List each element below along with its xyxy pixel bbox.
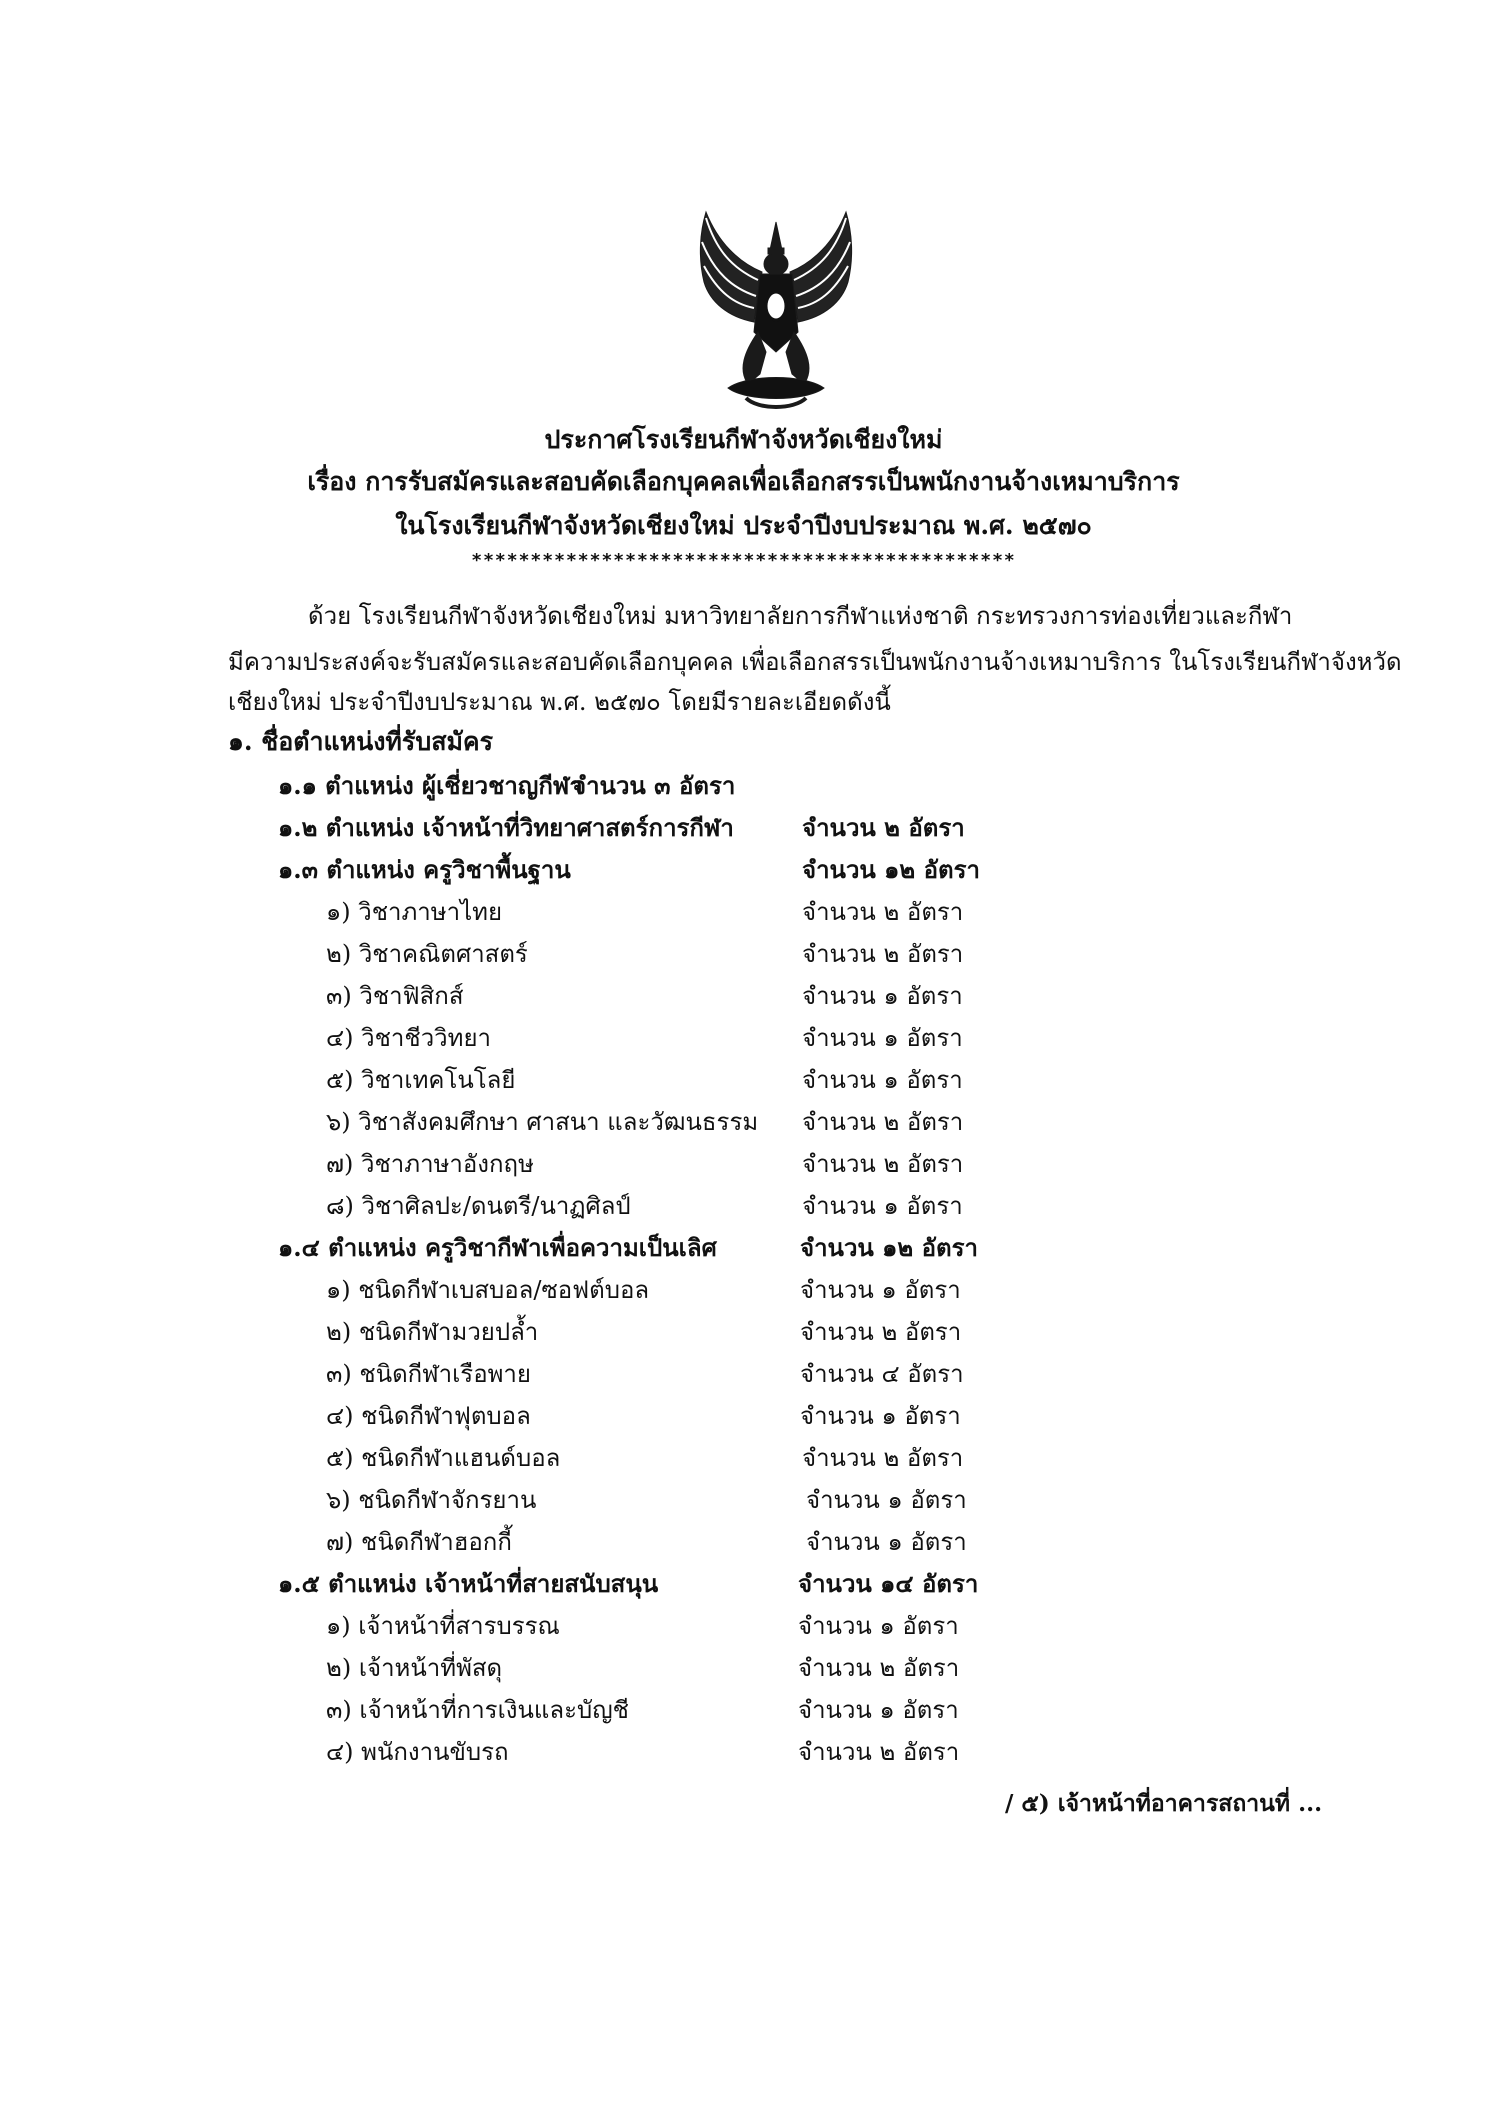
position-count: จำนวน ๑ อัตรา: [798, 1696, 959, 1724]
position-count: จำนวน ๒ อัตรา: [802, 1150, 964, 1178]
position-name: ๑.๕ ตำแหน่ง เจ้าหน้าที่สายสนับสนุน: [278, 1569, 659, 1598]
position-count: จำนวน ๒ อัตรา: [798, 1738, 960, 1766]
announcement-subject-line2: ในโรงเรียนกีฬาจังหวัดเชียงใหม่ ประจำปีงบประมาณ พ.ศ. ๒๕๗๐: [395, 511, 1092, 540]
position-name: ๔) ชนิดกีฬาฟุตบอล: [326, 1402, 531, 1430]
position-count: จำนวน ๒ อัตรา: [798, 1654, 960, 1682]
position-name: ๒) วิชาคณิตศาสตร์: [326, 940, 528, 968]
position-name: ๑) ชนิดกีฬาเบสบอล/ซอฟต์บอล: [326, 1276, 650, 1304]
position-count: จำนวน ๒ อัตรา: [802, 1108, 964, 1136]
separator-stars: **********************************************: [471, 550, 1016, 571]
garuda-emblem: [688, 202, 864, 414]
position-count: จำนวน ๑๒ อัตรา: [800, 1233, 978, 1262]
position-count: จำนวน ๑๒ อัตรา: [802, 855, 980, 884]
announcement-subject: เรื่อง การรับสมัครและสอบคัดเลือกบุคคลเพื่อเลือกสรรเป็นพนักงานจ้างเหมาบริการ: [307, 467, 1180, 496]
position-count: จำนวน ๑ อัตรา: [802, 982, 963, 1010]
position-count: จำนวน ๑ อัตรา: [806, 1528, 967, 1556]
position-name: ๒) เจ้าหน้าที่พัสดุ: [326, 1654, 503, 1682]
position-count: จำนวน ๑ อัตรา: [802, 1066, 963, 1094]
position-name: ๗) วิชาภาษาอังกฤษ: [326, 1150, 534, 1178]
intro-line-1: ด้วย โรงเรียนกีฬาจังหวัดเชียงใหม่ มหาวิทยาลัยการกีฬาแห่งชาติ กระทรวงการท่องเที่ยวและกีฬา: [308, 602, 1293, 630]
intro-line-2: มีความประสงค์จะรับสมัครและสอบคัดเลือกบุคคล เพื่อเลือกสรรเป็นพนักงานจ้างเหมาบริการ ในโรงเรียนกีฬาจังหวัด: [228, 648, 1402, 676]
position-name: ๑) วิชาภาษาไทย: [326, 898, 503, 926]
position-name: ๓) ชนิดกีฬาเรือพาย: [326, 1360, 531, 1388]
position-name: ๑.๓ ตำแหน่ง ครูวิชาพื้นฐาน: [278, 855, 571, 884]
position-name: ๓) เจ้าหน้าที่การเงินและบัญชี: [326, 1696, 629, 1724]
section-heading: ๑. ชื่อตำแหน่งที่รับสมัคร: [228, 727, 494, 756]
intro-line-3: เชียงใหม่ ประจำปีงบประมาณ พ.ศ. ๒๕๗๐ โดยมีรายละเอียดดังนี้: [228, 688, 891, 716]
position-name: ๑) เจ้าหน้าที่สารบรรณ: [326, 1612, 560, 1640]
position-name: ๖) วิชาสังคมศึกษา ศาสนา และวัฒนธรรม: [326, 1108, 759, 1136]
position-count: จำนวน ๒ อัตรา: [802, 1444, 964, 1472]
position-name: ๘) วิชาศิลปะ/ดนตรี/นาฏศิลป์: [326, 1192, 631, 1220]
position-count: จำนวน ๑๔ อัตรา: [798, 1569, 979, 1598]
position-name: ๕) วิชาเทคโนโลยี: [326, 1066, 516, 1094]
position-name: ๑.๔ ตำแหน่ง ครูวิชากีฬาเพื่อความเป็นเลิศ: [278, 1233, 717, 1262]
position-name: ๔) วิชาชีววิทยา: [326, 1024, 491, 1052]
position-count: จำนวน ๒ อัตรา: [800, 1318, 962, 1346]
position-name: ๑.๒ ตำแหน่ง เจ้าหน้าที่วิทยาศาสตร์การกีฬา: [278, 813, 734, 842]
position-count: จำนวน ๒ อัตรา: [802, 898, 964, 926]
position-count: จำนวน ๒ อัตรา: [802, 813, 965, 842]
position-count: จำนวน ๑ อัตรา: [802, 1192, 963, 1220]
position-name: ๖) ชนิดกีฬาจักรยาน: [326, 1486, 537, 1514]
position-name: ๗) ชนิดกีฬาฮอกกี้: [326, 1528, 512, 1556]
position-count: จำนวน ๑ อัตรา: [806, 1486, 967, 1514]
position-count: จำนวน ๒ อัตรา: [802, 940, 964, 968]
position-count: จำนวน ๑ อัตรา: [802, 1024, 963, 1052]
position-name: ๔) พนักงานขับรถ: [326, 1738, 509, 1766]
position-name: ๓) วิชาฟิสิกส์: [326, 982, 464, 1010]
position-name: ๒) ชนิดกีฬามวยปล้ำ: [326, 1318, 539, 1346]
position-count: จำนวน ๔ อัตรา: [800, 1360, 964, 1388]
position-count: จำนวน ๓ อัตรา: [572, 771, 736, 800]
position-count: จำนวน ๑ อัตรา: [800, 1276, 961, 1304]
continued-footer: / ๕) เจ้าหน้าที่อาคารสถานที่ ...: [1005, 1790, 1323, 1817]
position-count: จำนวน ๑ อัตรา: [798, 1612, 959, 1640]
position-count: จำนวน ๑ อัตรา: [800, 1402, 961, 1430]
announcement-title: ประกาศโรงเรียนกีฬาจังหวัดเชียงใหม่: [544, 425, 943, 454]
position-name: ๕) ชนิดกีฬาแฮนด์บอล: [326, 1444, 561, 1472]
position-name: ๑.๑ ตำแหน่ง ผู้เชี่ยวชาญกีฬา: [278, 771, 583, 800]
